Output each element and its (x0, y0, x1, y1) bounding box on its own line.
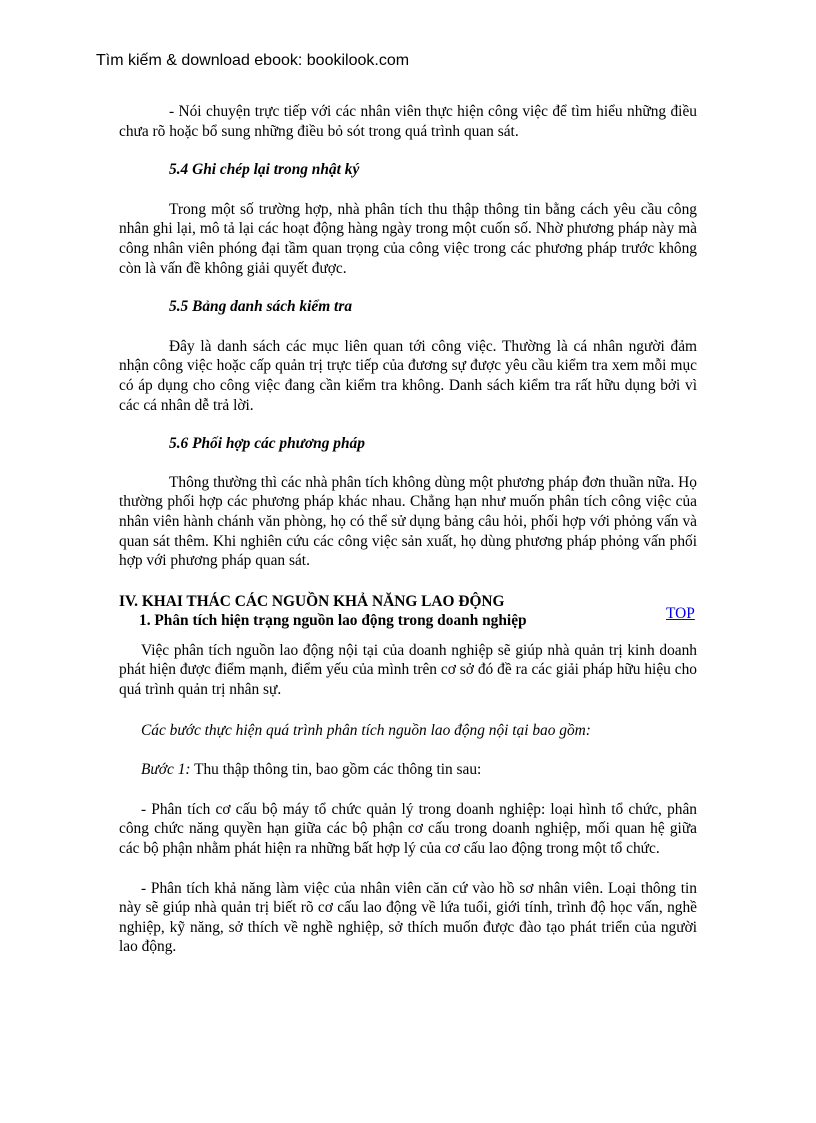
section-heading-iv: IV. KHAI THÁC CÁC NGUỒN KHẢ NĂNG LAO ĐỘNG (119, 592, 505, 610)
section-heading-5-5: 5.5 Bảng danh sách kiểm tra (169, 298, 353, 316)
page-header: Tìm kiếm & download ebook: bookilook.com (96, 52, 410, 69)
paragraph-diary: Trong một số trường hợp, nhà phân tích thu thập thông tin bằng cách yêu cầu công nhân ghi lại, mô tả lại các hoạt động hàng ngày trong một cuốn số. Nhờ phương pháp này mà công nhân viên phóng đại tầm quan trọng của công việc trong các phương pháp trước không còn là vấn đề không giải quyết được. (119, 200, 697, 277)
paragraph-internal-analysis: Việc phân tích nguồn lao động nội tại của doanh nghiệp sẽ giúp nhà quản trị kinh doanh phát hiện được điểm mạnh, điểm yếu của mình trên cơ sở đó đề ra các giải pháp hữu hiệu cho quá trình quản trị nhân sự. (119, 641, 697, 699)
paragraph-interview: - Nói chuyện trực tiếp với các nhân viên thực hiện công việc để tìm hiểu những điều chưa rõ hoặc bổ sung những điều bỏ sót trong quá trình quan sát. (119, 103, 697, 140)
section-heading-5-4: 5.4 Ghi chép lại trong nhật ký (169, 161, 360, 179)
paragraph-steps-intro: Các bước thực hiện quá trình phân tích nguồn lao động nội tại bao gồm: (141, 721, 591, 739)
paragraph-checklist: Đây là danh sách các mục liên quan tới công việc. Thường là cá nhân người đảm nhận công việc hoặc cấp quản trị trực tiếp của đương sự được yêu cầu kiểm tra xem mỗi mục có áp dụng cho công việc đang cần kiểm tra không. Danh sách kiểm tra rất hữu dụng bởi vì các cá nhân dễ trả lời. (119, 337, 697, 414)
paragraph-org-structure: - Phân tích cơ cấu bộ máy tổ chức quản lý trong doanh nghiệp: loại hình tổ chức, phân công chức năng quyền hạn giữa các bộ phận cơ cấu trong doanh nghiệp, mối quan hệ giữa các bộ phận nhằm phát hiện ra những bất hợp lý của cơ cấu lao động trong một tổ chức. (119, 800, 697, 858)
document-body (119, 102, 697, 957)
step-1-text: Thu thập thông tin, bao gồm các thông tin sau: (190, 761, 482, 779)
section-heading-5-6: 5.6 Phối hợp các phương pháp (169, 435, 365, 453)
paragraph-employee-capacity: - Phân tích khả năng làm việc của nhân viên căn cứ vào hồ sơ nhân viên. Loại thông tin này sẽ giúp nhà quản trị biết rõ cơ cấu lao động về lứa tuổi, giới tính, trình độ học vấn, nghề nghiệp, kỹ năng, sở thích về nghề nghiệp, sở thích muốn được đào tạo phát triển của người lao động. (119, 879, 697, 956)
subsection-heading-1: 1. Phân tích hiện trạng nguồn lao động trong doanh nghiệp (139, 612, 527, 630)
top-link[interactable]: TOP (666, 605, 695, 622)
paragraph-step-1 (119, 760, 697, 780)
paragraph-combined-methods: Thông thường thì các nhà phân tích không dùng một phương pháp đơn thuần nữa. Họ thường phối hợp các phương pháp khác nhau. Chẳng hạn như muốn phân tích công việc của nhân viên hành chánh văn phòng, họ có thể sử dụng bảng câu hỏi, phối hợp với phỏng vấn và quan sát thêm. Khi nghiên cứu các công việc sản xuất, họ dùng phương pháp phỏng vấn phối hợp với phương pháp quan sát. (119, 473, 697, 570)
step-1-label: Bước 1: (141, 761, 191, 779)
